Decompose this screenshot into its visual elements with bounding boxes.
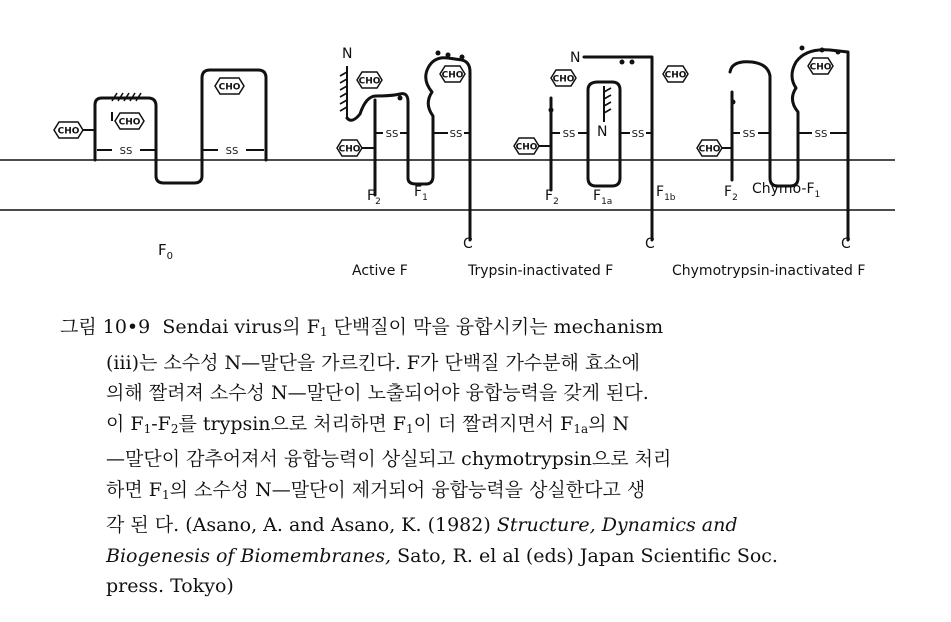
cho-tag	[115, 113, 144, 129]
n-terminus-label: N	[597, 124, 608, 140]
cho-tag	[697, 140, 722, 156]
c-terminus-label: C	[463, 236, 473, 252]
ss-bond-label: SS	[631, 129, 645, 140]
ss-bond-label: SS	[385, 129, 399, 140]
caption-line: 하면 $F_1$의 소수성 N—말단이 제거되어 융합능력을 상실한다고 생	[106, 478, 646, 502]
ss-bond-label: SS	[562, 129, 576, 140]
ss-bond-label: SS	[814, 129, 828, 140]
figure-number: 그림 10•9	[60, 316, 151, 338]
caption-line: Biogenesis of Biomembranes, Sato, R. el al (eds) Japan Scientific Soc.	[106, 544, 778, 567]
svg-text:CHO: CHO	[515, 142, 538, 153]
cho-tag	[808, 58, 833, 74]
svg-text:CHO: CHO	[552, 74, 575, 85]
f0-label: $F_0$	[158, 241, 174, 262]
f1a-label: $F_{1a}$	[593, 188, 613, 207]
cho-tag	[514, 138, 539, 154]
panel-active-f	[337, 46, 473, 279]
n-terminus-label: N	[342, 46, 353, 62]
svg-text:CHO: CHO	[358, 76, 381, 87]
c-terminus-label: C	[645, 236, 655, 252]
cho-tag	[215, 78, 244, 94]
caption-line: —말단이 감추어져서 융합능력이 상실되고 chymotrypsin으로 처리	[106, 448, 672, 470]
f1-label: $F_1$	[414, 184, 428, 203]
fusion-protein-diagram	[0, 0, 951, 290]
panel-title-chymotrypsin: Chymotrypsin-inactivated F	[672, 263, 866, 279]
chymo-f1-label: Chymo-$F_1$	[752, 181, 821, 200]
cho-tag	[54, 122, 83, 138]
svg-text:CHO: CHO	[441, 70, 464, 81]
caption-line: 각 된 다. (Asano, A. and Asano, K. (1982) Structure, Dynamics and	[106, 514, 738, 536]
c-terminus-label: C	[841, 236, 851, 252]
svg-text:CHO: CHO	[57, 126, 80, 137]
n-terminus-label: N	[570, 50, 581, 66]
f2-label: $F_2$	[367, 188, 381, 207]
caption-line: 의해 짤려져 소수성 N—말단이 노출되어야 융합능력을 갖게 된다.	[106, 382, 649, 404]
panel-title-trypsin: Trypsin-inactivated F	[468, 263, 614, 279]
f2-label: $F_2$	[545, 188, 559, 207]
svg-text:CHO: CHO	[698, 144, 721, 155]
svg-text:CHO: CHO	[118, 117, 141, 128]
ss-bond-label: SS	[742, 129, 756, 140]
cho-tag	[357, 72, 382, 88]
svg-text:CHO: CHO	[664, 70, 687, 81]
cho-tag	[551, 70, 576, 86]
caption-line: press. Tokyo)	[106, 575, 234, 597]
f1b-label: $F_{1b}$	[656, 184, 676, 203]
ss-bond-label: SS	[225, 146, 239, 157]
cho-tag	[440, 66, 465, 82]
f2-label: $F_2$	[724, 184, 738, 203]
svg-text:CHO: CHO	[338, 144, 361, 155]
panel-chymotrypsin-inactivated-f	[672, 46, 865, 280]
caption-line: 그림 10•9 Sendai virus의 $F_1$ 단백질이 막을 융합시키는 mechanism	[60, 316, 664, 339]
caption-line: 이 $F_1-F_2$를 trypsin으로 처리하면 $F_1$이 더 짤려지면서 $F_{1a}$의 N	[106, 412, 630, 436]
ss-bond-label: SS	[119, 146, 133, 157]
svg-text:CHO: CHO	[809, 62, 832, 73]
figure-caption	[60, 312, 900, 602]
cho-tag	[663, 66, 688, 82]
ss-bond-label: SS	[449, 129, 463, 140]
panel-f0	[54, 70, 266, 262]
panel-trypsin-inactivated-f	[467, 50, 688, 279]
caption-line: (ⅲ)는 소수성 N—말단을 가르킨다. F가 단백질 가수분해 효소에	[106, 351, 640, 374]
svg-text:CHO: CHO	[218, 82, 241, 93]
panel-title-active: Active F	[352, 263, 408, 279]
cho-tag	[337, 140, 362, 156]
